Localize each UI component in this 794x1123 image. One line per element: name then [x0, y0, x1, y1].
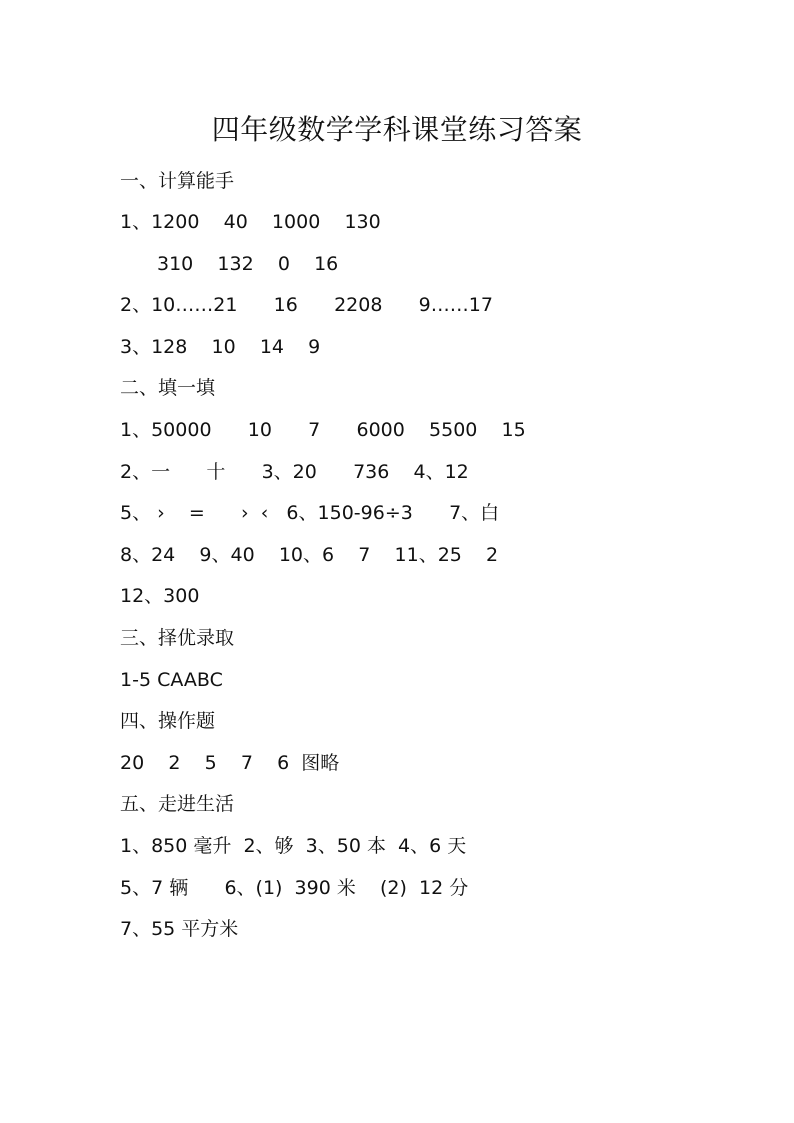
answer-line: 1、850 毫升 2、够 3、50 本 4、6 天 [120, 835, 467, 857]
answer-line: 1、50000 10 7 6000 5500 15 [120, 419, 526, 441]
answer-line: 7、55 平方米 [120, 918, 239, 940]
answer-line: 1-5 CAABC [120, 669, 223, 691]
section-heading-multiple-choice: 三、择优录取 [120, 627, 235, 649]
section-heading-operation: 四、操作题 [120, 710, 216, 732]
section-heading-life-application: 五、走进生活 [120, 793, 235, 815]
answer-line: 5、7 辆 6、(1) 390 米 (2) 12 分 [120, 877, 469, 899]
answer-line: 2、10……21 16 2208 9……17 [120, 294, 493, 316]
page-title: 四年级数学学科课堂练习答案 [211, 113, 583, 146]
answer-line: 1、1200 40 1000 130 [120, 211, 381, 233]
answer-line: 2、一 十 3、20 736 4、12 [120, 461, 469, 483]
answer-line: 310 132 0 16 [157, 253, 339, 275]
answer-line: 12、300 [120, 585, 200, 607]
answer-line: 20 2 5 7 6 图略 [120, 752, 340, 774]
answer-line: 8、24 9、40 10、6 7 11、25 2 [120, 544, 499, 566]
section-heading-fill-in: 二、填一填 [120, 377, 216, 399]
answer-line: 3、128 10 14 9 [120, 336, 321, 358]
answer-line: 5、 › = › ‹ 6、150-96÷3 7、白 [120, 502, 500, 524]
section-heading-calculation: 一、计算能手 [120, 170, 235, 192]
